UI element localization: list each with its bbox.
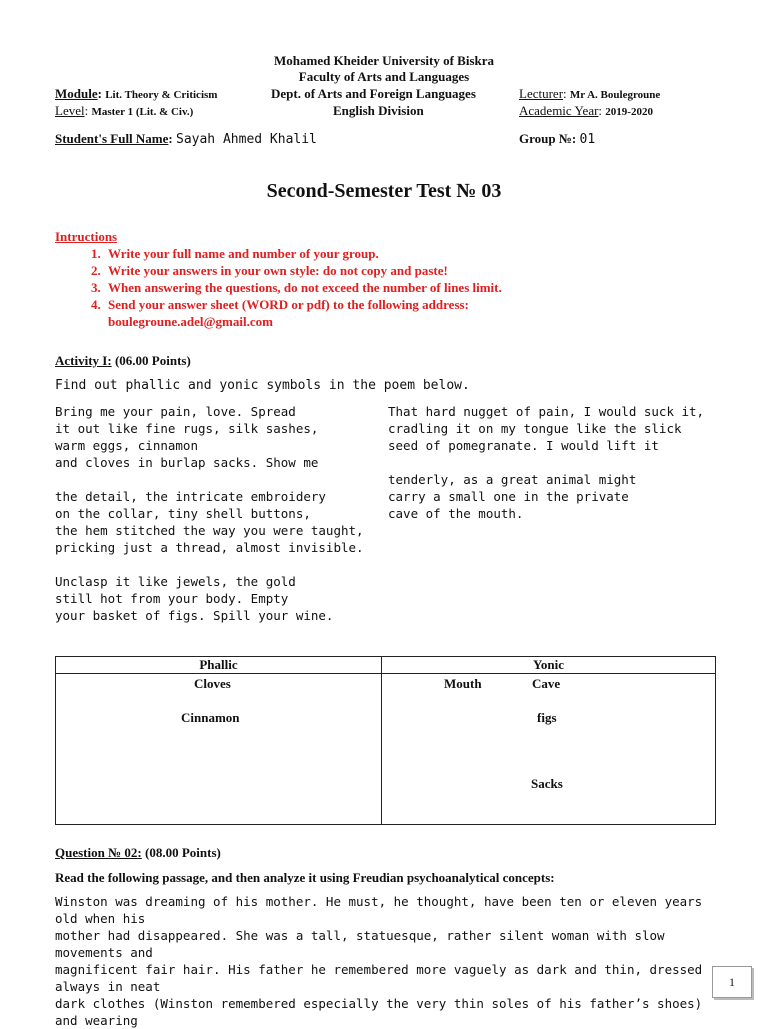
poem-line: warm eggs, cinnamon xyxy=(55,438,198,453)
lecturer-field: Lecturer: Mr A. Boulegroune xyxy=(519,86,661,101)
question2-passage xyxy=(55,893,717,1029)
instructions-heading: Intructions xyxy=(55,229,118,244)
student-name-label: Student's Full Name xyxy=(55,131,169,146)
poem-left-column xyxy=(55,403,364,624)
activity1-prompt: Find out phallic and yonic symbols in the poem below. xyxy=(55,378,470,393)
lecturer-label: Lecturer xyxy=(519,86,564,101)
poem-line xyxy=(388,454,704,471)
activity1-points: (06.00 Points) xyxy=(114,353,191,368)
level-field: Level: Master 1 (Lit. & Civ.) xyxy=(55,103,194,118)
question2-points: (08.00 Points) xyxy=(145,845,221,860)
academic-year-field: Academic Year: 2019-2020 xyxy=(519,103,653,118)
poem-line: That hard nugget of pain, I would suck it, xyxy=(388,404,705,419)
yonic-symbol: figs xyxy=(537,710,557,725)
department-name: Dept. of Arts and Foreign Languages xyxy=(271,86,476,101)
test-title: Second-Semester Test № 03 xyxy=(266,180,502,202)
module-field: Module: Lit. Theory & Criticism xyxy=(55,86,218,101)
group-value: 01 xyxy=(579,132,596,147)
yonic-symbol: Sacks xyxy=(531,776,563,791)
division-name: English Division xyxy=(333,103,424,118)
yonic-symbol: Mouth xyxy=(444,676,482,691)
poem-line: pricking just a thread, almost invisible. xyxy=(55,540,364,555)
instruction-item: 2. Write your answers in your own style: do not copy and paste! xyxy=(104,262,502,279)
poem-line: carry a small one in the private xyxy=(388,489,629,504)
lecturer-value: Mr A. Boulegroune xyxy=(569,89,661,101)
poem-line: still hot from your body. Empty xyxy=(55,591,289,606)
student-name-field: Student's Full Name: Sayah Ahmed Khalil xyxy=(55,131,317,147)
yonic-cell xyxy=(382,674,716,825)
passage-line: magnificent fair hair. His father he remembered more vaguely as dark and thin, dressed always in neat xyxy=(55,962,703,994)
activity1-label: Activity I xyxy=(55,353,108,368)
passage-line: dark clothes (Winston remembered especially the very thin soles of his father’s shoes) and wearing xyxy=(55,996,703,1028)
year-value: 2019-2020 xyxy=(605,106,653,118)
passage-line: Winston was dreaming of his mother. He must, he thought, have been ten or eleven years old when his xyxy=(55,894,703,926)
poem-line: and cloves in burlap sacks. Show me xyxy=(55,455,319,470)
question2-prompt: Read the following passage, and then analyze it using Freudian psychoanalytical concepts: xyxy=(55,870,555,885)
group-field: Group №: 01 xyxy=(519,131,596,147)
phallic-symbol: Cinnamon xyxy=(181,710,240,725)
poem-line xyxy=(55,471,364,488)
phallic-cell xyxy=(56,674,382,825)
level-label: Level xyxy=(55,103,85,118)
university-name: Mohamed Kheider University of Biskra xyxy=(273,53,495,68)
question2-label: Question № 02 xyxy=(55,845,138,860)
poem-line: the detail, the intricate embroidery xyxy=(55,489,326,504)
module-value: Lit. Theory & Criticism xyxy=(105,89,218,101)
student-name-value: Sayah Ahmed Khalil xyxy=(176,132,317,147)
phallic-column-header: Phallic xyxy=(56,657,382,674)
group-label: Group № xyxy=(519,131,572,146)
poem-line xyxy=(55,556,364,573)
poem-right-column xyxy=(388,403,704,522)
faculty-name: Faculty of Arts and Languages xyxy=(298,69,470,84)
instruction-item: 1. Write your full name and number of your group. xyxy=(104,245,502,262)
poem-line: it out like fine rugs, silk sashes, xyxy=(55,421,319,436)
year-label: Academic Year xyxy=(519,103,599,118)
instruction-item: 4. Send your answer sheet (WORD or pdf) to the following address: boulegroune.adel@gmail.com xyxy=(104,296,502,330)
yonic-column-header: Yonic xyxy=(382,657,716,674)
poem-line: the hem stitched the way you were taught, xyxy=(55,523,364,538)
level-value: Master 1 (Lit. & Civ.) xyxy=(91,106,194,118)
instructions-list xyxy=(56,245,502,330)
poem-line: seed of pomegranate. I would lift it xyxy=(388,438,659,453)
poem-line: cave of the mouth. xyxy=(388,506,524,521)
activity1-heading: Activity I: (06.00 Points) xyxy=(55,353,191,368)
instruction-item: 3. When answering the questions, do not exceed the number of lines limit. xyxy=(104,279,502,296)
poem-line: cradling it on my tongue like the slick xyxy=(388,421,682,436)
module-label: Module xyxy=(55,86,98,101)
poem-line: tenderly, as a great animal might xyxy=(388,472,637,487)
poem-line: Bring me your pain, love. Spread xyxy=(55,404,296,419)
email-address: boulegroune.adel@gmail.com xyxy=(108,314,273,329)
poem-line: on the collar, tiny shell buttons, xyxy=(55,506,311,521)
question2-heading: Question № 02: (08.00 Points) xyxy=(55,845,221,860)
passage-line: mother had disappeared. She was a tall, statuesque, rather silent woman with slow movements and xyxy=(55,928,665,960)
page-number: 1 xyxy=(712,966,752,998)
yonic-symbol: Cave xyxy=(532,676,561,691)
phallic-symbol: Cloves xyxy=(194,676,231,691)
poem-line: Unclasp it like jewels, the gold xyxy=(55,574,296,589)
poem-line: your basket of figs. Spill your wine. xyxy=(55,608,334,623)
symbols-table xyxy=(55,656,716,825)
